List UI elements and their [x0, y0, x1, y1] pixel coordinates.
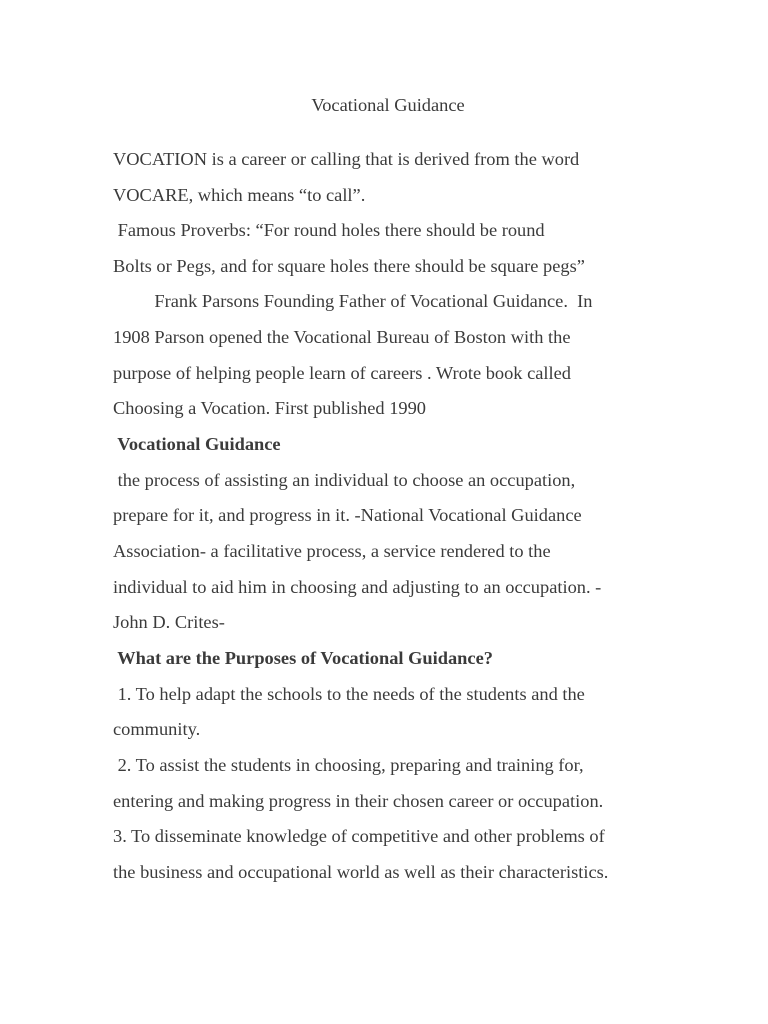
paragraph-line: the process of assisting an individual to choose an occupation,: [113, 470, 576, 490]
list-item-line: entering and making progress in their chosen career or occupation.: [113, 791, 604, 811]
section-heading-purposes: What are the Purposes of Vocational Guidance?: [113, 648, 493, 668]
list-item-line: 2. To assist the students in choosing, preparing and training for,: [113, 755, 584, 775]
list-item-line: community.: [113, 719, 201, 739]
paragraph-line: 1908 Parson opened the Vocational Bureau of Boston with the: [113, 327, 571, 347]
paragraph-line: Famous Proverbs: “For round holes there should be round: [113, 220, 545, 240]
paragraph-line: John D. Crites-: [113, 612, 225, 632]
paragraph-line: VOCARE, which means “to call”.: [113, 185, 366, 205]
section-heading-vocational-guidance: Vocational Guidance: [113, 434, 281, 454]
paragraph-line: prepare for it, and progress in it. -National Vocational Guidance: [113, 505, 582, 525]
paragraph-line: individual to aid him in choosing and adjusting to an occupation. -: [113, 577, 602, 597]
list-item-line: 3. To disseminate knowledge of competitive and other problems of: [113, 826, 605, 846]
list-item-line: the business and occupational world as well as their characteristics.: [113, 862, 609, 882]
paragraph-line: Bolts or Pegs, and for square holes there should be square pegs”: [113, 256, 585, 276]
paragraph-line: Association- a facilitative process, a service rendered to the: [113, 541, 551, 561]
list-item-line: 1. To help adapt the schools to the needs of the students and the: [113, 684, 585, 704]
paragraph-line: Frank Parsons Founding Father of Vocational Guidance. In: [113, 291, 593, 311]
paragraph-line: VOCATION is a career or calling that is derived from the word: [113, 149, 580, 169]
paragraph-line: Choosing a Vocation. First published 1990: [113, 398, 426, 418]
document-title: Vocational Guidance: [311, 95, 465, 115]
paragraph-line: purpose of helping people learn of careers . Wrote book called: [113, 363, 571, 383]
